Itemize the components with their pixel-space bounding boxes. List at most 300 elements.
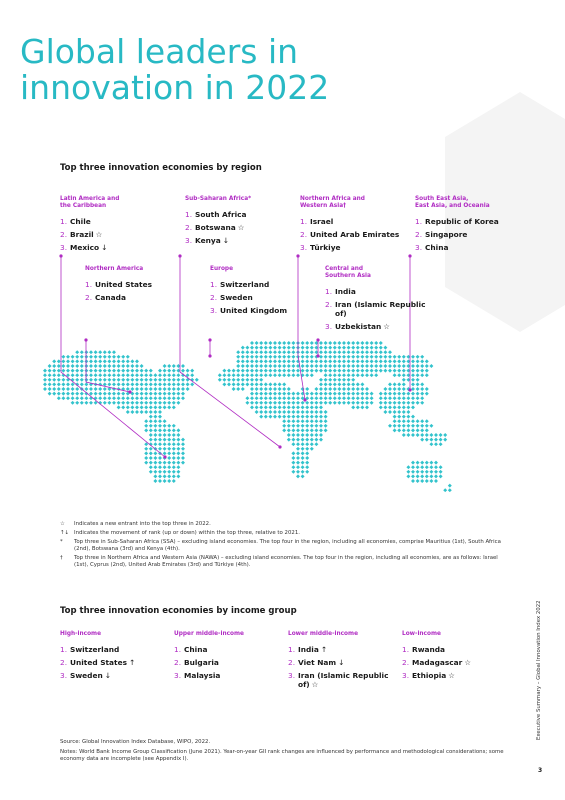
ranking-item [60,230,172,239]
map-dot [236,364,240,368]
map-dot [282,419,286,423]
map-dot [167,447,171,451]
map-dot [429,479,433,483]
map-dot [172,465,176,469]
map-dot [112,373,116,377]
map-dot [425,373,429,377]
map-dot [310,396,314,400]
ranking-item [185,236,297,245]
map-dot [402,392,406,396]
economy-label: Switzerland [220,280,270,289]
ranking-item [185,210,297,219]
map-dot [268,415,272,419]
map-dot [259,382,263,386]
map-dot [337,401,341,405]
map-dot [374,350,378,354]
region-name [174,631,286,638]
map-dot [360,396,364,400]
map-dot [388,364,392,368]
map-dot [107,359,111,363]
map-dot [167,369,171,373]
map-dot [319,433,323,437]
economy-label: United States [70,658,127,667]
map-dot [149,465,153,469]
map-dot [52,387,56,391]
economy-name [70,230,102,239]
map-dot [255,341,259,345]
map-dot [167,392,171,396]
map-dot [324,359,328,363]
map-dot [397,410,401,414]
map-dot [57,387,61,391]
map-dot [347,392,351,396]
map-dot [273,350,277,354]
map-dot [411,465,415,469]
map-dot [328,350,332,354]
map-dot [273,387,277,391]
map-dot [144,451,148,455]
map-dot [140,392,144,396]
map-dot [347,387,351,391]
map-dot [158,373,162,377]
map-dot [176,396,180,400]
map-dot [43,373,47,377]
map-dot [333,369,337,373]
region-block [60,196,172,256]
map-dot [241,364,245,368]
map-dot [153,378,157,382]
map-dot [121,382,125,386]
rank-indicator: ↓ [222,236,229,245]
map-dot [255,369,259,373]
map-dot [360,369,364,373]
map-dot [241,373,245,377]
map-dot [75,378,79,382]
map-dot [98,392,102,396]
map-dot [319,382,323,386]
map-dot [319,364,323,368]
map-dot [273,359,277,363]
map-dot [43,369,47,373]
rank-number: 3. [325,322,333,331]
map-dot [264,350,268,354]
map-dot [347,396,351,400]
map-dot [287,419,291,423]
map-dot [250,364,254,368]
map-dot [324,410,328,414]
map-dot [190,373,194,377]
map-dot [259,373,263,377]
map-dot [117,364,121,368]
map-dot [103,373,107,377]
ranking-item [415,243,527,252]
rank-number: 3. [185,236,193,245]
map-dot [278,359,282,363]
map-dot [351,387,355,391]
map-dot [439,438,443,442]
leader-endpoint [163,455,166,458]
map-dot [236,369,240,373]
map-dot [425,387,429,391]
map-dot [429,364,433,368]
map-dot [94,369,98,373]
map-dot [140,364,144,368]
map-dot [268,410,272,414]
map-dot [425,428,429,432]
map-dot [393,369,397,373]
map-dot [94,387,98,391]
map-dot [434,474,438,478]
map-dot [218,373,222,377]
map-dot [305,433,309,437]
economy-label: Uzbekistan [335,322,382,331]
map-dot [439,465,443,469]
map-dot [163,428,167,432]
map-dot [342,378,346,382]
map-dot [301,438,305,442]
rank-number: 1. [174,645,182,654]
map-dot [158,424,162,428]
map-dot [103,392,107,396]
rank-number: 2. [300,230,308,239]
map-dot [305,392,309,396]
ranking-item [210,293,322,302]
ranking-item [300,243,412,252]
ranking-item [210,280,322,289]
map-dot [98,396,102,400]
map-dot [379,341,383,345]
map-dot [135,378,139,382]
map-dot [117,382,121,386]
map-dot [181,456,185,460]
map-dot [310,355,314,359]
map-dot [273,346,277,350]
map-dot [236,382,240,386]
map-dot [351,382,355,386]
map-dot [420,401,424,405]
map-dot [287,410,291,414]
map-dot [351,405,355,409]
map-dot [94,378,98,382]
map-dot [144,456,148,460]
map-dot [75,401,79,405]
economy-label: Kenya [195,236,221,245]
map-dot [416,401,420,405]
map-dot [301,355,305,359]
map-dot [158,378,162,382]
map-dot [305,428,309,432]
map-dot [416,433,420,437]
map-dot [66,355,70,359]
map-dot [301,456,305,460]
economy-name [298,671,400,689]
map-dot [153,415,157,419]
map-dot [57,392,61,396]
map-dot [241,378,245,382]
map-dot [107,401,111,405]
map-dot [259,410,263,414]
map-dot [140,387,144,391]
map-dot [255,364,259,368]
map-dot [310,346,314,350]
map-dot [291,396,295,400]
map-dot [356,350,360,354]
ranking-list [85,280,197,302]
map-dot [324,392,328,396]
map-dot [153,396,157,400]
map-dot [273,369,277,373]
map-dot [144,382,148,386]
map-dot [360,364,364,368]
map-dot [328,341,332,345]
map-dot [301,387,305,391]
map-dot [416,369,420,373]
economy-label: Mexico [70,243,100,252]
rank-number: 2. [325,300,333,309]
map-dot [255,405,259,409]
economy-name [184,645,207,654]
map-dot [255,410,259,414]
map-dot [255,382,259,386]
map-dot [98,355,102,359]
map-dot [61,392,65,396]
map-dot [397,419,401,423]
map-dot [342,364,346,368]
map-dot [163,438,167,442]
map-dot [121,405,125,409]
map-dot [305,456,309,460]
ranking-list [60,645,172,680]
note-item [60,530,508,537]
map-dot [324,382,328,386]
map-dot [383,401,387,405]
map-dot [245,350,249,354]
map-dot [107,382,111,386]
map-dot [379,405,383,409]
map-dot [370,355,374,359]
rank-number: 1. [415,217,423,226]
economy-label: Republic of Korea [425,217,499,226]
map-dot [195,378,199,382]
map-dot [305,405,309,409]
map-dot [163,451,167,455]
map-dot [416,465,420,469]
map-dot [98,373,102,377]
map-dot [144,392,148,396]
map-dot [130,410,134,414]
map-dot [241,359,245,363]
map-dot [52,392,56,396]
map-dot [61,369,65,373]
map-dot [333,392,337,396]
regions-section-title: Top three innovation economies by region [60,163,262,173]
map-dot [126,369,130,373]
map-dot [264,369,268,373]
map-dot [103,378,107,382]
map-dot [337,350,341,354]
map-dot [305,346,309,350]
map-dot [264,364,268,368]
map-dot [176,382,180,386]
rank-number: 1. [288,645,296,654]
map-dot [324,415,328,419]
map-dot [429,433,433,437]
map-dot [333,359,337,363]
map-dot [264,355,268,359]
rank-number: 3. [60,243,68,252]
map-dot [66,387,70,391]
map-dot [66,392,70,396]
map-dot [149,451,153,455]
map-dot [245,359,249,363]
map-dot [374,355,378,359]
economy-label: Ethiopia [412,671,447,680]
map-dot [80,382,84,386]
map-dot [356,392,360,396]
region-name-line: Upper middle-income [174,631,244,637]
map-dot [130,359,134,363]
map-dot [135,387,139,391]
map-dot [420,474,424,478]
ranking-item [300,217,412,226]
map-dot [158,401,162,405]
map-dot [287,373,291,377]
map-dot [282,396,286,400]
map-dot [301,461,305,465]
map-dot [406,396,410,400]
map-dot [351,396,355,400]
map-dot [186,382,190,386]
region-name-line: Low-income [402,631,441,637]
map-dot [268,387,272,391]
map-dot [296,369,300,373]
economy-label: United Kingdom [220,306,288,315]
map-dot [333,396,337,400]
map-dot [282,373,286,377]
map-dot [319,350,323,354]
map-dot [57,364,61,368]
map-dot [255,350,259,354]
map-dot [75,350,79,354]
region-block [85,266,197,306]
map-dot [245,373,249,377]
map-dot [236,359,240,363]
economy-label: Chile [70,217,91,226]
map-dot [84,387,88,391]
map-dot [268,405,272,409]
map-dot [140,373,144,377]
ranking-item [300,230,412,239]
region-name [85,266,197,273]
region-block [288,631,400,693]
map-dot [250,392,254,396]
map-dot [360,392,364,396]
map-dot [319,405,323,409]
map-dot [158,470,162,474]
map-dot [379,350,383,354]
map-dot [416,364,420,368]
map-dot [305,424,309,428]
map-dot [434,438,438,442]
map-dot [411,419,415,423]
map-dot [61,364,65,368]
economy-name [184,658,219,667]
map-dot [287,350,291,354]
map-dot [84,382,88,386]
economy-name [425,230,467,239]
map-dot [420,359,424,363]
map-dot [245,382,249,386]
map-dot [337,382,341,386]
map-dot [75,392,79,396]
map-dot [383,405,387,409]
rank-indicator: ☆ [95,230,103,239]
map-dot [351,355,355,359]
map-dot [84,401,88,405]
map-dot [314,364,318,368]
map-dot [278,415,282,419]
map-dot [186,387,190,391]
map-dot [347,382,351,386]
map-dot [236,378,240,382]
map-dot [319,428,323,432]
map-dot [310,447,314,451]
map-dot [296,438,300,442]
map-dot [172,396,176,400]
map-dot [379,392,383,396]
map-dot [411,470,415,474]
map-dot [89,350,93,354]
map-dot [420,438,424,442]
rank-number: 3. [174,671,182,680]
map-dot [89,359,93,363]
map-dot [245,396,249,400]
map-dot [365,359,369,363]
map-dot [291,359,295,363]
region-name-line: Lower middle-income [288,631,358,637]
map-dot [241,369,245,373]
map-dot [296,470,300,474]
map-dot [144,387,148,391]
map-dot [342,355,346,359]
map-dot [236,355,240,359]
map-dot [383,364,387,368]
map-dot [383,410,387,414]
map-dot [153,382,157,386]
map-dot [227,382,231,386]
leader-endpoint [278,445,281,448]
map-dot [66,369,70,373]
map-dot [434,461,438,465]
map-dot [402,410,406,414]
map-dot [52,373,56,377]
map-dot [80,369,84,373]
map-dot [181,447,185,451]
map-dot [158,387,162,391]
map-dot [172,474,176,478]
map-dot [301,474,305,478]
map-dot [89,378,93,382]
map-dot [126,359,130,363]
map-dot [112,359,116,363]
map-dot [305,451,309,455]
map-dot [393,428,397,432]
map-dot [347,369,351,373]
map-dot [328,369,332,373]
map-dot [397,355,401,359]
map-dot [314,359,318,363]
map-dot [370,396,374,400]
